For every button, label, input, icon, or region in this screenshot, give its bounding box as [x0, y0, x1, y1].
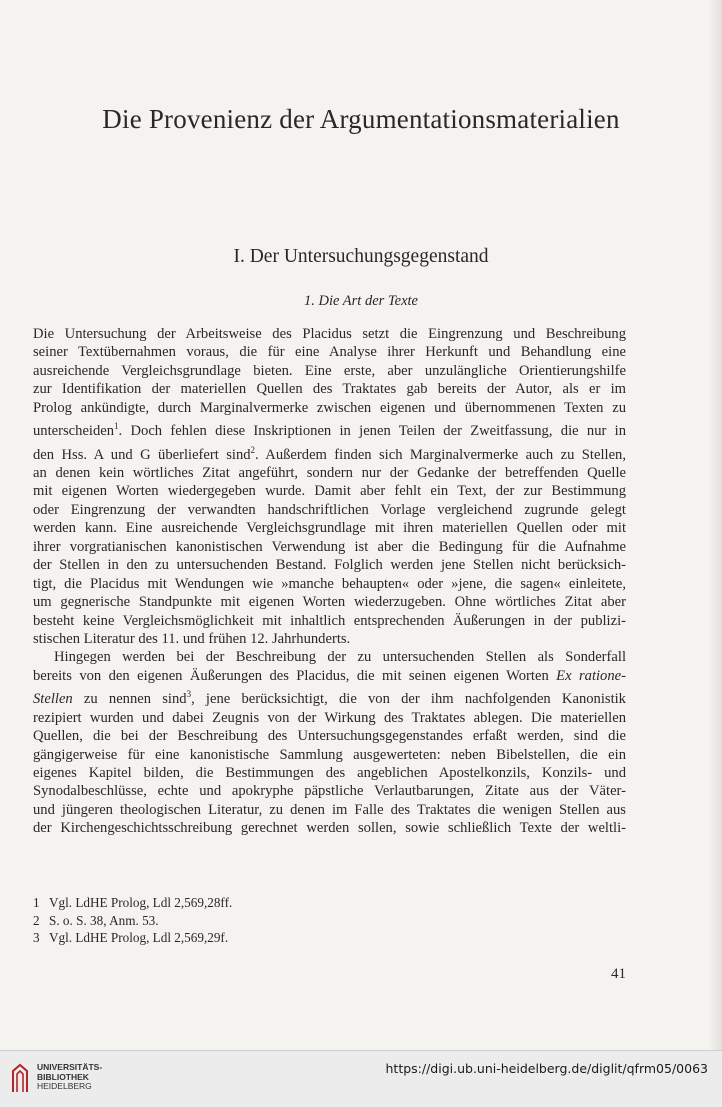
paragraph-1: [33, 325, 626, 648]
paragraph-2: [33, 648, 626, 837]
text-line: und jüngeren theologischen Literatur, zu denen im Falle des Traktates die wenigen Stellen aus: [33, 801, 626, 818]
footnote-3: [33, 929, 626, 947]
logo-inner: [17, 1071, 23, 1092]
footnote-2: [33, 912, 626, 930]
body-text: [33, 325, 626, 838]
text-segment: den Hss. A und G überliefert sind: [33, 446, 251, 463]
footnote-ref-1[interactable]: 1: [114, 421, 119, 432]
text-line: stischen Literatur des 11. und frühen 12. Jahrhunderts.: [33, 630, 351, 647]
text-segment: , jene berücksichtigt, die von der ihm nachfolgenden Kanonistik: [191, 691, 626, 708]
footnote-1: [33, 894, 626, 912]
footnote-number: 3: [33, 930, 40, 945]
library-name: [37, 1063, 102, 1092]
footnote-ref-3[interactable]: 3: [186, 689, 192, 700]
chapter-title: Die Provenienz der Argumentationsmaterialien: [102, 104, 620, 134]
text-line: besteht keine Vergleichsmöglichkeit mit inhaltlich entsprechenden Äußerungen in der publizi-: [33, 612, 626, 629]
text-line: eigenes Kapitel bilden, die Bestimmungen des angeblichen Apostelkonzils, Konzils- und: [33, 765, 626, 781]
library-name-line: HEIDELBERG: [37, 1081, 92, 1091]
text-line: [33, 667, 626, 685]
scan-edge-shadow: [708, 0, 722, 1050]
text-line: [33, 417, 626, 440]
footnote-text: Vgl. LdHE Prolog, Ldl 2,569,29f.: [49, 930, 229, 945]
footnote-ref-2[interactable]: 2: [250, 444, 256, 455]
text-line: der Kirchengeschichtsschreibung gerechnet werden sollen, sowie schließlich Texte der weltli-: [33, 820, 626, 837]
page-number: 41: [611, 966, 626, 982]
footnotes: [33, 894, 626, 947]
text-line: werden kann. Eine ausreichende Vergleichsgrundlage mit ihren materiellen Quellen oder mit: [33, 520, 626, 537]
source-url-link[interactable]: https://digi.ub.uni-heidelberg.de/diglit/qfrm05/0063: [385, 1061, 708, 1076]
text-line: an denen kein wörtliches Zitat angeführt, sondern nur der Gedanke der betreffenden Quelle: [33, 464, 626, 481]
footnote-number: 1: [33, 895, 40, 910]
text-line: zur Identifikation der materiellen Quellen des Traktates gab bereits der Autor, als er im: [33, 381, 626, 398]
text-line: Prolog ankündigte, durch Marginalvermerke zwischen eigenen und übernommenen Texten zu: [33, 399, 626, 416]
text-line: oder Eingrenzung der verwandten handschriftlichen Vorlage vergleichend zugrunde gelegt: [33, 501, 626, 518]
text-segment: . Doch fehlen diese Inskriptionen in jenen Teilen der Zweitfassung, die nur in: [118, 423, 626, 440]
text-segment: bereits von den eigenen Äußerungen des Placidus, die mit seinen eigenen Worten: [33, 667, 557, 684]
text-line: tigt, die Placidus mit Wendungen wie »manche behaupten« oder »jene, die sagen« einleitete,: [33, 575, 626, 592]
footer-bar: [0, 1050, 722, 1107]
text-line: Quellen, die bei der Beschreibung des Untersuchungsgegenstandes erfaßt werden, sind die: [33, 728, 626, 745]
text-line: gängigerweise für eine kanonistische Sammlung ausgewerteten: neben Bibelstellen, die ein: [33, 746, 626, 763]
footnote-number: 2: [33, 912, 40, 928]
text-line: [33, 685, 626, 708]
footnote-text: S. o. S. 38, Anm. 53.: [49, 912, 159, 928]
text-line: Hingegen werden bei der Beschreibung der zu untersuchenden Stellen als Sonderfall: [54, 649, 626, 666]
text-line: [33, 441, 626, 464]
text-line: Synodalbeschlüsse, echte und apokryphe päpstliche Verlautbarungen, Zitate aus der Väter-: [33, 783, 626, 800]
text-line: ihrer vorgratianischen kanonistischen Verwendung ist aber die Bedingung für die Aufnahme: [33, 538, 626, 555]
text-line: mit eigenen Worten wiedergegeben wurde. Damit aber fehlt ein Text, der zur Bestimmung: [33, 483, 626, 500]
italic-term: Stellen: [33, 691, 73, 708]
italic-term: Ex ratione-: [556, 667, 626, 684]
text-line: rezipiert wurden und dabei Zeugnis von der Wirkung des Traktates ablegen. Die materiellen: [33, 709, 626, 726]
text-segment: . Außerdem finden sich Marginalvermerke auch zu Stellen,: [255, 446, 626, 463]
text-segment: unterscheiden: [33, 423, 115, 440]
section-heading: I. Der Untersuchungsgegenstand: [233, 246, 489, 267]
library-name-line: UNIVERSITÄTS-: [37, 1062, 103, 1072]
text-line: seiner Textübernahmen voraus, die für eine Analyse ihrer Herkunft und Behandlung eine: [33, 344, 626, 361]
subsection-heading: 1. Die Art der Texte: [304, 293, 418, 309]
library-name-line: BIBLIOTHEK: [37, 1071, 89, 1082]
text-segment: zu nennen sind: [72, 691, 187, 708]
text-line: um gegnerische Standpunkte mit eigenen Worten wiederzugeben. Ohne wörtliches Zitat aber: [33, 594, 626, 611]
text-line: der Stellen in den zu untersuchenden Bestand. Folglich werden jene Stellen nicht berücksich-: [33, 557, 626, 574]
footnote-text: Vgl. LdHE Prolog, Ldl 2,569,28ff.: [49, 895, 233, 910]
university-library-logo-icon[interactable]: [10, 1062, 30, 1094]
text-line: ausreichende Vergleichsgrundlage bieten. Eine erste, aber unzulängliche Orientierungshilfe: [33, 362, 626, 379]
logo-outline: [13, 1065, 27, 1092]
text-line: Die Untersuchung der Arbeitsweise des Placidus setzt die Eingrenzung und Beschreibung: [33, 326, 626, 342]
